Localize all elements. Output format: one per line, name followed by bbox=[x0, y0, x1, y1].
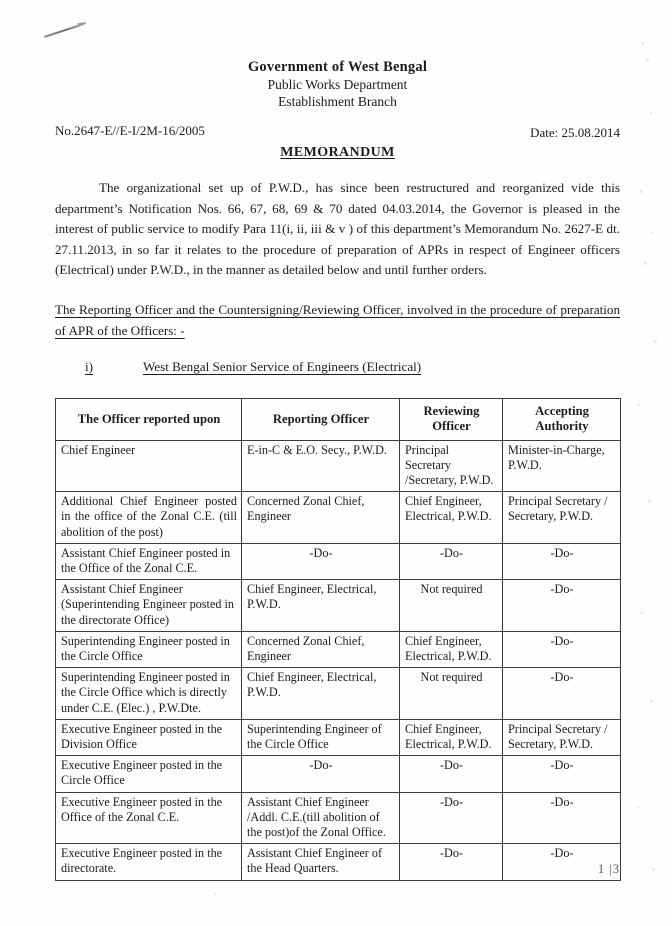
cell-reviewing: -Do- bbox=[400, 792, 503, 844]
cell-reporting: Assistant Chief Engineer /Addl. C.E.(till abolition of the post)of the Zonal Office. bbox=[242, 792, 400, 844]
column-header-reporting-officer: Reporting Officer bbox=[242, 399, 400, 440]
cell-reporting: E-in-C & E.O. Secy., P.W.D. bbox=[242, 440, 400, 492]
cell-officer: Assistant Chief Engineer posted in the Office of the Zonal C.E. bbox=[56, 543, 242, 579]
table-row bbox=[56, 492, 621, 544]
letterhead-government: Government of West Bengal bbox=[247, 59, 428, 75]
cell-accepting: Principal Secretary / Secretary, P.W.D. bbox=[503, 492, 621, 544]
subitem-label: West Bengal Senior Service of Engineers (Electrical) bbox=[143, 359, 422, 375]
cell-reporting: Chief Engineer, Electrical, P.W.D. bbox=[242, 580, 400, 632]
cell-officer: Superintending Engineer posted in the Circle Office which is directly under C.E. (Elec.) , P.W.Dte. bbox=[56, 668, 242, 720]
cell-accepting: -Do- bbox=[503, 580, 621, 632]
cell-reviewing: Chief Engineer, Electrical, P.W.D. bbox=[400, 631, 503, 667]
cell-officer: Superintending Engineer posted in the Circle Office bbox=[56, 631, 242, 667]
section-heading-tail: - bbox=[176, 322, 185, 338]
scan-speck bbox=[641, 612, 643, 614]
section-heading-text: The Reporting Officer and the Countersigning/Reviewing Officer, involved in the procedure of preparation of APR of the Officers: bbox=[55, 301, 620, 338]
table-header-row bbox=[56, 399, 621, 440]
scan-speck bbox=[654, 340, 657, 343]
subitem-roman-numeral: i) bbox=[85, 359, 93, 375]
cell-officer: Executive Engineer posted in the Circle Office bbox=[56, 756, 242, 792]
cell-reporting: -Do- bbox=[242, 543, 400, 579]
document-content bbox=[55, 0, 620, 881]
scan-speck bbox=[638, 404, 640, 406]
memo-date: Date: 25.08.2014 bbox=[530, 125, 620, 140]
scan-speck bbox=[637, 806, 639, 808]
table-row bbox=[56, 668, 621, 720]
scan-speck bbox=[644, 262, 647, 265]
cell-accepting: -Do- bbox=[503, 668, 621, 720]
letterhead-department: Public Works Department bbox=[267, 77, 408, 92]
memo-number: No.2647-E//E-I/2M-16/2005 bbox=[55, 123, 205, 138]
table-row bbox=[56, 631, 621, 667]
cell-officer: Executive Engineer posted in the Division Office bbox=[56, 719, 242, 755]
cell-reviewing: Principal Secretary /Secretary, P.W.D. bbox=[400, 440, 503, 492]
table-row bbox=[56, 756, 621, 792]
cell-reviewing: Not required bbox=[400, 580, 503, 632]
letterhead bbox=[55, 58, 620, 110]
cell-reviewing: -Do- bbox=[400, 543, 503, 579]
cell-officer: Additional Chief Engineer posted in the office of the Zonal C.E. (till abolition of the post) bbox=[56, 492, 242, 544]
table-row bbox=[56, 543, 621, 579]
column-header-accepting-authority: Accepting Authority bbox=[503, 399, 621, 440]
scan-speck bbox=[648, 500, 651, 503]
cell-officer: Assistant Chief Engineer (Superintending Engineer posted in the directorate Office) bbox=[56, 580, 242, 632]
cell-reviewing: -Do- bbox=[400, 756, 503, 792]
apr-officers-table bbox=[55, 398, 621, 880]
cell-reviewing: Chief Engineer, Electrical, P.W.D. bbox=[400, 492, 503, 544]
cell-reviewing: -Do- bbox=[400, 844, 503, 880]
table-row bbox=[56, 719, 621, 755]
scan-speck bbox=[646, 58, 649, 61]
cell-accepting: Principal Secretary / Secretary, P.W.D. bbox=[503, 719, 621, 755]
cell-accepting: -Do- bbox=[503, 543, 621, 579]
cell-officer: Executive Engineer posted in the directorate. bbox=[56, 844, 242, 880]
table-row bbox=[56, 792, 621, 844]
cell-reporting: Concerned Zonal Chief, Engineer bbox=[242, 631, 400, 667]
table-row bbox=[56, 580, 621, 632]
scan-speck bbox=[650, 112, 652, 114]
cell-reporting: Superintending Engineer of the Circle Office bbox=[242, 719, 400, 755]
cell-officer: Chief Engineer bbox=[56, 440, 242, 492]
cell-accepting: -Do- bbox=[503, 792, 621, 844]
body-paragraph: The organizational set up of P.W.D., has since been restructured and reorganized vide this department’s Notification Nos. 66, 67, 68, 69 & 70 dated 04.03.2014, the Governor is pleased in the interest of public service to modify Para 11(i, ii, iii & v ) of this department’s Memorandum No. 2627-E dt. 27.11.2013, in so far it relates to the procedure of preparation of APRs in respect of Engineer officers (Electrical) under P.W.D., in the manner as detailed below and until further orders. bbox=[55, 180, 620, 278]
table-row bbox=[56, 440, 621, 492]
cell-accepting: -Do- bbox=[503, 844, 621, 880]
scan-speck bbox=[214, 893, 216, 895]
cell-accepting: -Do- bbox=[503, 756, 621, 792]
cell-reviewing: Chief Engineer, Electrical, P.W.D. bbox=[400, 719, 503, 755]
column-header-officer-reported-upon: The Officer reported upon bbox=[56, 399, 242, 440]
scan-speck bbox=[641, 42, 644, 45]
table-row bbox=[56, 844, 621, 880]
subitem-i bbox=[55, 359, 620, 375]
cell-officer: Executive Engineer posted in the Office of the Zonal C.E. bbox=[56, 792, 242, 844]
reference-row bbox=[55, 123, 620, 141]
cell-accepting: -Do- bbox=[503, 631, 621, 667]
memorandum-title-text: MEMORANDUM bbox=[280, 145, 395, 160]
cell-reporting: Concerned Zonal Chief, Engineer bbox=[242, 492, 400, 544]
section-heading bbox=[55, 300, 620, 341]
scan-speck bbox=[650, 700, 653, 703]
column-header-reviewing-officer: Reviewing Officer bbox=[400, 399, 503, 440]
scan-speck bbox=[652, 868, 655, 871]
letterhead-branch: Establishment Branch bbox=[278, 94, 397, 109]
cell-reporting: Chief Engineer, Electrical, P.W.D. bbox=[242, 668, 400, 720]
cell-reviewing: Not required bbox=[400, 668, 503, 720]
scan-speck bbox=[651, 232, 653, 234]
page-number: 1 |3 bbox=[597, 862, 620, 876]
cell-reporting: -Do- bbox=[242, 756, 400, 792]
cell-reporting: Assistant Chief Engineer of the Head Quarters. bbox=[242, 844, 400, 880]
scan-speck bbox=[640, 190, 643, 193]
memorandum-title bbox=[55, 145, 620, 161]
cell-accepting: Minister-in-Charge, P.W.D. bbox=[503, 440, 621, 492]
